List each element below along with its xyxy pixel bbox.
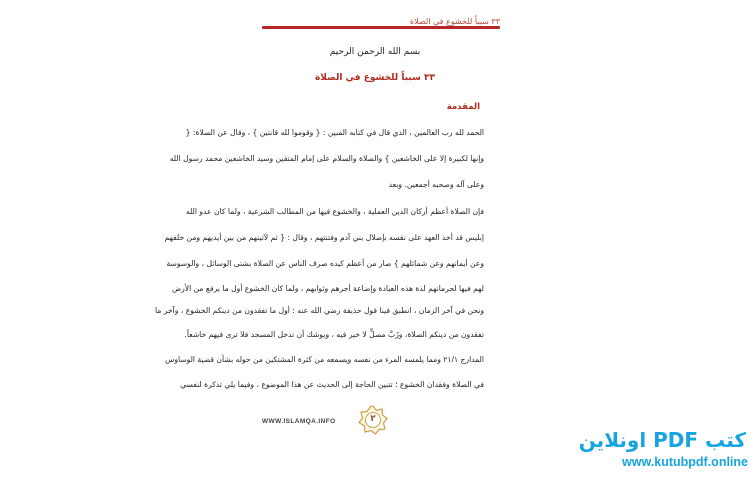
page-number-badge — [358, 405, 388, 435]
paragraph-line: تفقدون من دينكم الصلاة، ورُبَّ مصلٍّ لا خير فيه ، ويوشك أن تدخل المسجد فلا ترى فيهم خاشعاً. — [184, 330, 484, 339]
watermark-brand: كتب PDF اونلاين — [578, 428, 746, 452]
paragraph-line: وعن أيمانهم وعن شمائلهم } صار من أعظم كيده صرف الناس عن الصلاة بشتى الوسائل ، والوسوسة — [166, 259, 484, 268]
paragraph-line: في الصلاة وفقدان الخشوع ؛ تتبين الحاجة إلى الحديث عن هذا الموضوع ، وفيما يلي تذكرة لنفسي — [180, 380, 484, 389]
running-header-title: ٣٣ سبباً للخشوع في الصلاة — [409, 17, 500, 26]
watermark-url[interactable]: www.kutubpdf.online — [622, 455, 748, 469]
paragraph-line: ونحن في آخر الزمان ، انطبق فينا قول حذيفة رضي الله عنه : أول ما تفقدون من دينكم الخشوع ، وآخر ما — [154, 306, 484, 315]
footer-website: WWW.ISLAMQA.INFO — [262, 418, 336, 425]
header-divider — [262, 26, 500, 29]
basmala-line: بسم الله الرحمن الرحيم — [329, 47, 421, 57]
section-heading: المقدمة — [446, 102, 480, 112]
paragraph-line: فإن الصلاة أعظم أركان الدين العملية ، والخشوع فيها من المطالب الشرعية ، ولما كان عدو الله — [185, 207, 484, 216]
paragraph-line: لهم فيها لحرمانهم لذة هذه العبادة وإضاعة أجرهم وثوابهم ، ولما كان الخشوع أول ما يرفع من الأرض — [171, 284, 484, 293]
paragraph-line: وعلى آله وصحبه أجمعين. وبعد — [388, 180, 484, 189]
document-title: ٣٣ سبباً للخشوع في الصلاة — [314, 73, 436, 83]
page-number: ٢ — [370, 414, 376, 424]
paragraph-line: وإنها لكبيرة إلا على الخاشعين } والصلاة والسلام على إمام المتقين وسيد الخاشعين محمد رسول الله — [169, 154, 484, 163]
paragraph-line: إبليس قد أخذ العهد على نفسه بإضلال بني آدم وفتنتهم ، وقال : { ثم لآتينهم من بين أيديهم ومن خلفهم — [164, 233, 484, 242]
paragraph-line: الحمد لله رب العالمين ، الذي قال في كتابه المبين : { وقوموا لله قانتين } ، وقال عن الصلاة: { — [185, 128, 484, 137]
paragraph-line: المدارج ٢١/١ ومما يلمسه المرء من نفسه ويسمعه من كثرة المشتكين من حوله بشأن قضية الوساوس — [165, 355, 484, 364]
